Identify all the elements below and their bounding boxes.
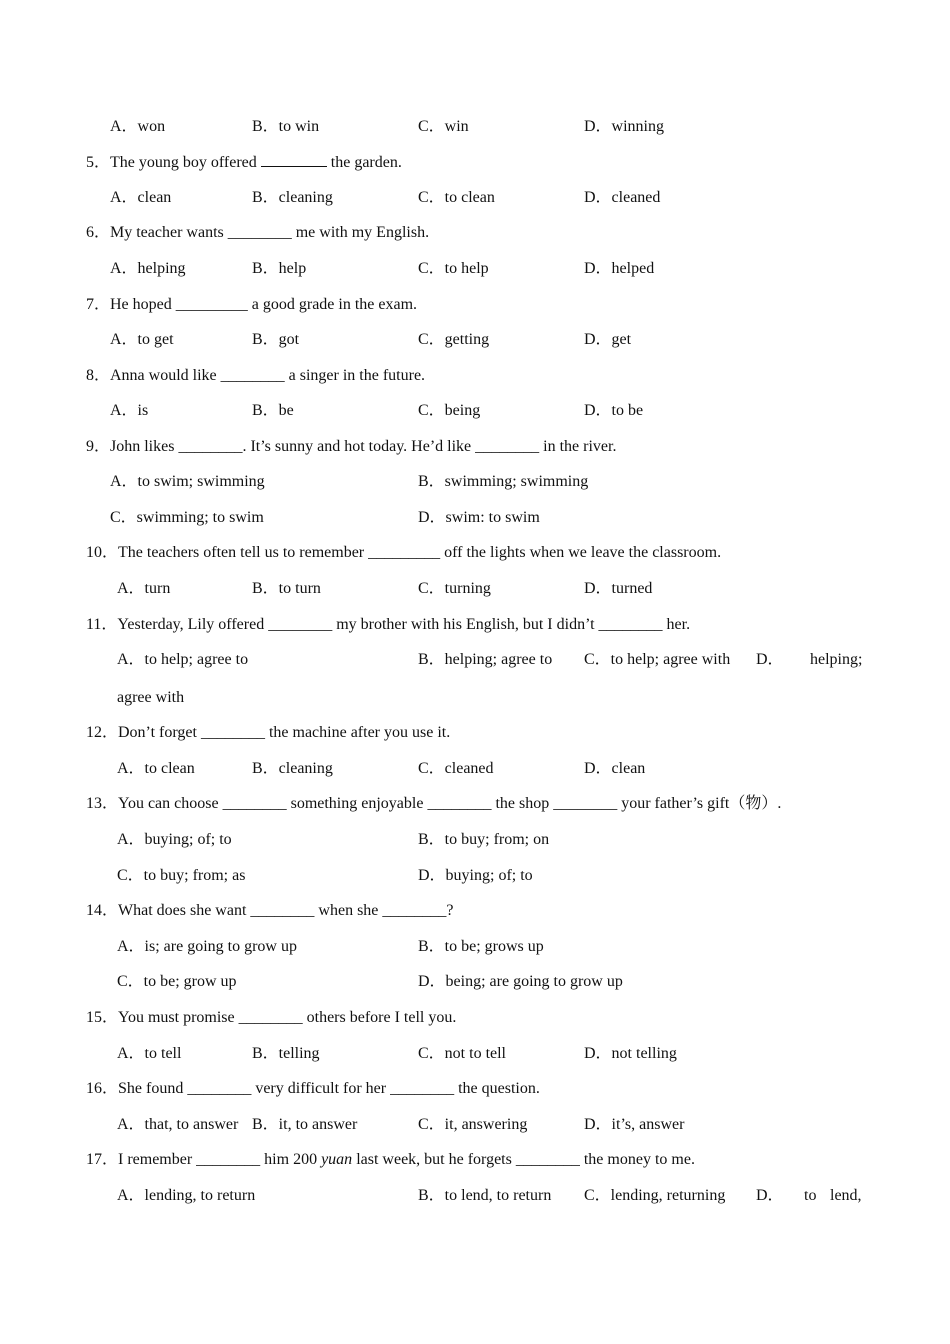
q11-option-d-text: helping; xyxy=(810,651,863,668)
q10-option-a: A．turn xyxy=(117,580,171,597)
q17-option-d-text2: lend, xyxy=(830,1187,862,1204)
q4-option-d: D．winning xyxy=(584,118,665,135)
q9-option-b: B．swimming; swimming xyxy=(418,473,589,490)
question-6: 6．My teacher wants ________ me with my English. xyxy=(86,224,430,241)
q12-option-a: A．to clean xyxy=(117,760,195,777)
q10-option-d: D．turned xyxy=(584,580,653,597)
q13-option-b: B．to buy; from; on xyxy=(418,831,550,848)
q5-option-a: A．clean xyxy=(110,189,172,206)
question-5-post: the garden. xyxy=(326,154,402,171)
question-13: 13．You can choose ________ something enjoyable ________ the shop ________ your father’s gift（物）. xyxy=(86,795,782,812)
q6-option-c: C．to help xyxy=(418,260,489,277)
question-10: 10．The teachers often tell us to remember _________ off the lights when we leave the classroom. xyxy=(86,544,722,561)
q4-option-c: C．win xyxy=(418,118,469,135)
question-15: 15．You must promise ________ others before I tell you. xyxy=(86,1009,457,1026)
question-11: 11．Yesterday, Lily offered ________ my brother with his English, but I didn’t ________ her. xyxy=(86,616,691,633)
q8-option-b: B．be xyxy=(252,402,294,419)
q4-option-b: B．to win xyxy=(252,118,320,135)
q17-option-b: B．to lend, to return xyxy=(418,1187,552,1204)
q9-option-a: A．to swim; swimming xyxy=(110,473,265,490)
q7-option-a: A．to get xyxy=(110,331,174,348)
q11-option-d-letter: D． xyxy=(756,651,784,668)
q9-option-c: C．swimming; to swim xyxy=(110,509,264,526)
q11-option-b: B．helping; agree to xyxy=(418,651,553,668)
q14-option-c: C．to be; grow up xyxy=(117,973,237,990)
q8-option-c: C．being xyxy=(418,402,481,419)
question-17-post: last week, but he forgets ________ the money to me. xyxy=(352,1151,695,1168)
q6-option-d: D．helped xyxy=(584,260,655,277)
question-17-pre: 17．I remember ________ him 200 xyxy=(86,1151,322,1168)
q13-option-c: C．to buy; from; as xyxy=(117,867,246,884)
q5-option-b: B．cleaning xyxy=(252,189,333,206)
q12-option-c: C．cleaned xyxy=(418,760,494,777)
q6-option-a: A．helping xyxy=(110,260,186,277)
q17-option-a: A．lending, to return xyxy=(117,1187,256,1204)
q17-option-c: C．lending, returning xyxy=(584,1187,726,1204)
q10-option-c: C．turning xyxy=(418,580,491,597)
q16-option-a: A．that, to answer xyxy=(117,1116,239,1133)
q13-option-a: A．buying; of; to xyxy=(117,831,232,848)
q5-option-c: C．to clean xyxy=(418,189,495,206)
q7-option-b: B．got xyxy=(252,331,300,348)
q17-option-d-text1: to xyxy=(804,1187,817,1204)
question-12: 12．Don’t forget ________ the machine after you use it. xyxy=(86,724,451,741)
q17-option-d-letter: D． xyxy=(756,1187,784,1204)
q14-option-b: B．to be; grows up xyxy=(418,938,544,955)
q11-option-a: A．to help; agree to xyxy=(117,651,249,668)
q16-option-d: D．it’s, answer xyxy=(584,1116,685,1133)
q8-option-d: D．to be xyxy=(584,402,644,419)
q16-option-c: C．it, answering xyxy=(418,1116,528,1133)
q15-option-d: D．not telling xyxy=(584,1045,677,1062)
q7-option-c: C．getting xyxy=(418,331,490,348)
q12-option-d: D．clean xyxy=(584,760,646,777)
q10-option-b: B．to turn xyxy=(252,580,321,597)
q14-option-d: D．being; are going to grow up xyxy=(418,973,623,990)
q4-option-a: A．won xyxy=(110,118,166,135)
q13-option-d: D．buying; of; to xyxy=(418,867,533,884)
q11-option-d-cont: agree with xyxy=(117,689,185,706)
q7-option-d: D．get xyxy=(584,331,632,348)
q15-option-a: A．to tell xyxy=(117,1045,182,1062)
answer-blank xyxy=(261,152,327,167)
q16-option-b: B．it, to answer xyxy=(252,1116,358,1133)
q11-option-c: C．to help; agree with xyxy=(584,651,731,668)
question-17 xyxy=(86,1150,695,1170)
q12-option-b: B．cleaning xyxy=(252,760,333,777)
question-5 xyxy=(86,152,402,173)
question-9: 9．John likes ________. It’s sunny and hot today. He’d like ________ in the river. xyxy=(86,438,617,455)
question-8: 8．Anna would like ________ a singer in the future. xyxy=(86,367,426,384)
question-16: 16．She found ________ very difficult for her ________ the question. xyxy=(86,1080,540,1097)
q15-option-c: C．not to tell xyxy=(418,1045,507,1062)
question-17-italic: yuan xyxy=(321,1151,353,1168)
q6-option-b: B．help xyxy=(252,260,307,277)
q8-option-a: A．is xyxy=(110,402,149,419)
q15-option-b: B．telling xyxy=(252,1045,320,1062)
q9-option-d: D．swim: to swim xyxy=(418,509,540,526)
q14-option-a: A．is; are going to grow up xyxy=(117,938,297,955)
question-14: 14．What does she want ________ when she ________? xyxy=(86,902,454,919)
q5-option-d: D．cleaned xyxy=(584,189,661,206)
question-5-pre: 5．The young boy offered xyxy=(86,154,261,171)
question-7: 7．He hoped _________ a good grade in the exam. xyxy=(86,296,418,313)
